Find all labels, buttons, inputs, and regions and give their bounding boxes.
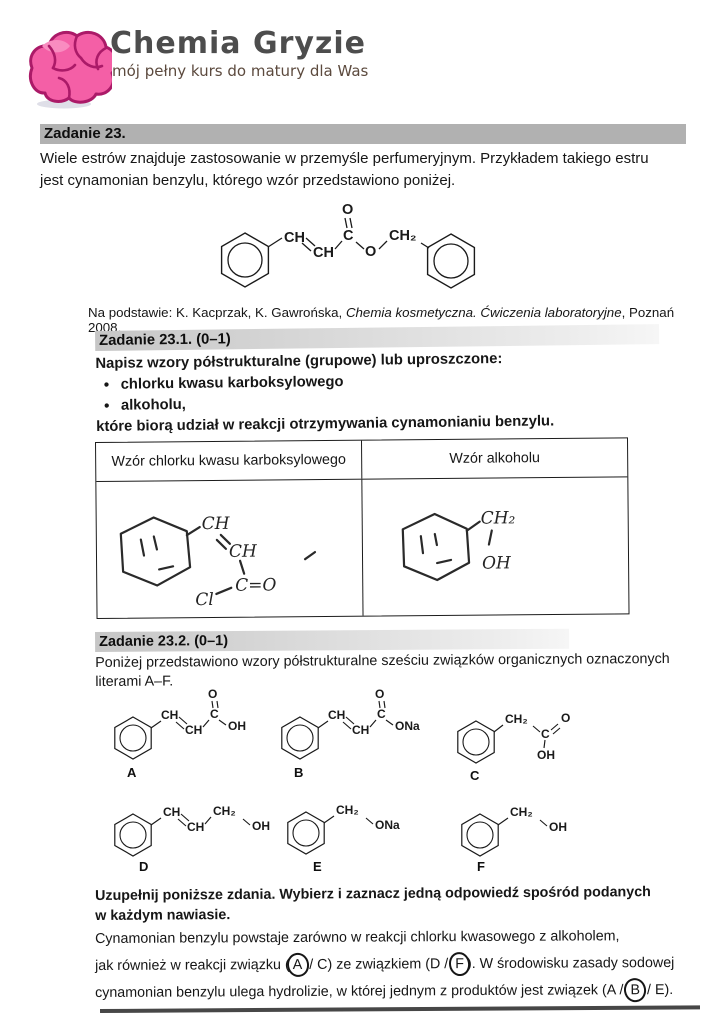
source-prefix: Na podstawie: K. Kacprzak, K. Gawrońska, [88, 305, 346, 320]
hand-benzene-ring [121, 517, 191, 586]
benzene-ring-right [428, 234, 475, 288]
task231-section [95, 324, 696, 438]
answer-table [95, 437, 630, 619]
fill-instruction-line1: Uzupełnij poniższe zdania. Wybierz i zaznacz jedną odpowiedź spośród podanych [95, 884, 651, 904]
benzene-ring [115, 814, 151, 856]
task232-intro-line1: Poniżej przedstawiono wzory półstrukturalne sześciu związków organicznych oznaczonych [95, 650, 670, 671]
atom-label: CH [187, 820, 205, 834]
compound-label-B: B [294, 765, 304, 780]
task231-instruction: Napisz wzory półstrukturalne (grupowe) lub uproszczone: [95, 351, 503, 372]
handwritten-acid-chloride [96, 480, 360, 616]
next-section-bar-cutoff [100, 1005, 700, 1013]
handwritten-alcohol [362, 477, 626, 613]
task232-section [95, 628, 695, 692]
hand-atom: CH [228, 541, 257, 562]
sentence-2 [95, 955, 674, 974]
sentence-2-part2: / C) ze związkiem (D / [305, 956, 453, 973]
circled-answer-F [451, 956, 468, 972]
sentence-2-part3: ). W środowisku zasady sodowej [466, 954, 675, 973]
bullet-label: chlorku kwasu karboksylowego [120, 373, 344, 393]
hand-ring-marks [141, 536, 173, 569]
atom-label: O [561, 711, 571, 725]
intro-line-1: Wiele estrów znajduje zastosowanie w przemyśle perfumeryjnym. Przykładem takiego estru [40, 150, 649, 167]
atom-label: OH [537, 748, 555, 762]
benzene-ring [288, 812, 324, 854]
source-title: Chemia kosmetyczna. Ćwiczenia laboratoryjne [345, 305, 622, 320]
task23-intro [40, 148, 695, 191]
atom-label: CH [284, 230, 305, 246]
atom-label: ONa [395, 719, 420, 733]
brand-tagline: mój pełny kurs do matury dla Was [112, 62, 369, 80]
column-header-alcohol: Wzór alkoholu [449, 450, 541, 467]
atom-label: C [541, 727, 550, 741]
intro-line-2: jest cynamonian benzylu, którego wzór przedstawiono poniżej. [40, 171, 456, 189]
bullet-label: alkoholu, [120, 396, 186, 414]
compound-label-A: A [127, 765, 137, 780]
compound-label-E: E [313, 859, 322, 874]
hand-benzene-ring [403, 514, 470, 581]
sentence-2-part1: jak również w reakcji związku ( [95, 956, 290, 974]
atom-label: C [210, 707, 219, 721]
hand-ring-marks [421, 534, 451, 563]
circled-answer-A [289, 957, 307, 973]
compound-label-D: D [139, 859, 149, 874]
structure-C [440, 688, 650, 788]
brand-title: Chemia Gryzie [110, 26, 367, 61]
bullet-icon [96, 375, 121, 396]
benzene-ring [458, 721, 494, 763]
atom-label: OH [549, 820, 567, 834]
atom-label: CH [163, 805, 181, 819]
benzene-ring [115, 717, 151, 759]
benzene-ring [462, 814, 498, 856]
atom-label: C [377, 707, 386, 721]
atom-label: C [343, 228, 354, 244]
structure-F [440, 793, 645, 881]
benzene-ring-left [222, 233, 269, 287]
brain-icon [12, 8, 112, 110]
task232-intro [95, 650, 695, 692]
answer-letter: B [630, 982, 641, 999]
atom-label: CH [352, 723, 370, 737]
hand-atom: CH [201, 513, 230, 535]
sentence-3-part2: / E). [642, 981, 674, 999]
answer-table-header [96, 438, 627, 482]
structure-E [263, 793, 468, 881]
cell-acid-chloride-answer [96, 480, 363, 618]
compound-label-F: F [477, 859, 485, 874]
sentence-3-part1: cynamonian benzylu ulega hydrolizie, w której jednym z produktów jest związek (A / [95, 982, 628, 1001]
task232-intro-line2: literami A–F. [95, 673, 174, 690]
hand-atom: C=O [235, 575, 277, 596]
atom-label: CH [313, 245, 334, 261]
circled-answer-B [626, 982, 644, 998]
bonds [324, 816, 373, 824]
task231-heading: Zadanie 23.1. (0–1) [95, 324, 659, 351]
atom-label: CH [328, 708, 346, 722]
hand-atom: OH [481, 553, 511, 574]
cell-alcohol-answer [362, 477, 628, 615]
fill-instruction [95, 882, 651, 926]
source-suffix: , Poznań 2008. [88, 305, 675, 335]
atom-label: O [365, 244, 377, 260]
atom-label: ONa [375, 818, 400, 832]
atom-label: CH [185, 723, 203, 737]
structure-benzyl-cinnamate [182, 188, 542, 300]
answer-letter: A [292, 956, 303, 973]
answer-letter: F [455, 956, 464, 973]
sentence-1: Cynamonian benzylu powstaje zarówno w reakcji chlorku kwasowego z alkoholem, [95, 928, 620, 947]
atom-label: O [375, 688, 385, 701]
atom-label: CH₂ [510, 805, 533, 819]
atom-label: CH₂ [213, 804, 236, 818]
atom-label: OH [228, 719, 246, 733]
hand-atom: Cl [195, 589, 214, 611]
atom-label: CH₂ [389, 228, 417, 244]
atom-label: CH [161, 708, 179, 722]
atom-label: CH₂ [336, 803, 359, 817]
task231-closing: które biorą udział w reakcji otrzymywania cynamonianiu benzylu. [96, 413, 555, 435]
hand-atom: CH₂ [480, 508, 516, 529]
fill-instruction-line2: w każdym nawiasie. [95, 907, 231, 924]
atom-label: CH₂ [505, 712, 528, 726]
atom-label: O [208, 688, 218, 701]
answer-table-body [96, 477, 628, 618]
bonds [498, 818, 547, 826]
task232-heading: Zadanie 23.2. (0–1) [95, 629, 569, 652]
benzene-ring [282, 717, 318, 759]
sentence-3 [95, 982, 673, 1001]
atom-label: O [342, 202, 354, 218]
bonds [494, 724, 560, 748]
atom-label: OH [252, 819, 270, 833]
compound-label-C: C [470, 768, 480, 783]
column-header-acid-chloride: Wzór chlorku kwasu karboksylowego [96, 441, 362, 481]
task23-heading: Zadanie 23. [40, 124, 686, 144]
bullet-icon [96, 396, 121, 417]
